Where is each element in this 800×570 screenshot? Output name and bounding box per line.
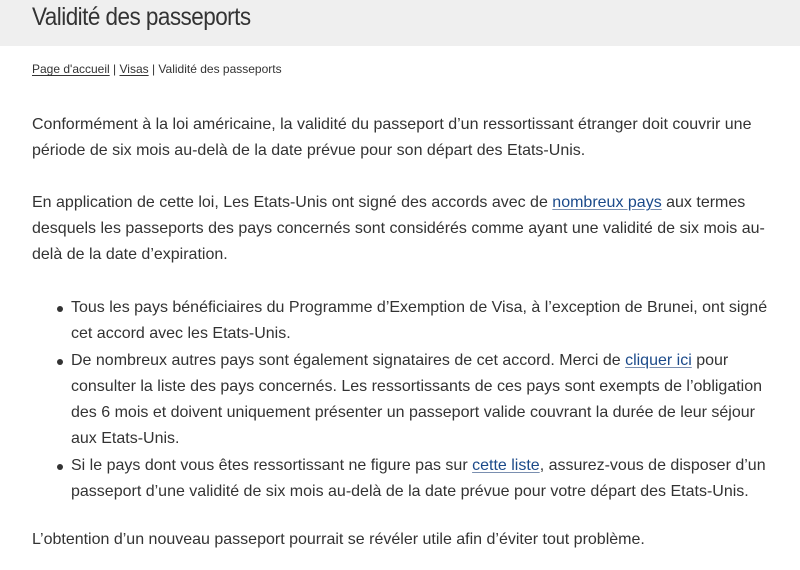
- breadcrumb: [32, 61, 282, 77]
- breadcrumb-separator: |: [148, 62, 159, 76]
- list-item: [32, 348, 772, 452]
- list-item: [32, 453, 772, 505]
- cette-liste-link[interactable]: cette liste: [472, 457, 540, 474]
- bullet-other-countries-text-start: De nombreux autres pays sont également signataires de cet accord. Merci de: [71, 352, 626, 369]
- breadcrumb-separator: |: [109, 62, 120, 76]
- cliquer-ici-link[interactable]: cliquer ici: [625, 352, 692, 369]
- list-item: [32, 295, 772, 347]
- agreements-paragraph: [32, 190, 772, 268]
- breadcrumb-home-link[interactable]: Page d'accueil: [32, 62, 110, 76]
- page-title: Validité des passeports: [32, 3, 251, 31]
- bullet-not-listed-text-end: , assurez-vous de disposer d’un passeport d’une validité de six mois au-delà de la date prévue pour votre départ des Etats-Unis.: [71, 457, 766, 500]
- bullet-other-countries-text-end: pour consulter la liste des pays concernés. Les ressortissants de ces pays sont exempts de l’obligation des 6 mois et doivent uniquement présenter un passeport valide couvrant la durée de leur séjour aux Etats-Unis.: [71, 352, 763, 447]
- breadcrumb-visas-link[interactable]: Visas: [119, 62, 149, 76]
- new-passport-paragraph: L’obtention d’un nouveau passeport pourrait se révéler utile afin d’éviter tout problème.: [32, 531, 645, 548]
- agreements-text-start: En application de cette loi, Les Etats-Unis ont signé des accords avec de: [32, 194, 553, 211]
- bullet-visa-waiver-text: Tous les pays bénéficiaires du Programme d’Exemption de Visa, à l’exception de Brunei, ont signé cet accord avec les Etats-Unis.: [71, 299, 768, 342]
- bullet-not-listed-text-start: Si le pays dont vous êtes ressortissant ne figure pas sur: [71, 457, 473, 474]
- country-rules-list: [32, 295, 772, 506]
- agreements-text-end: aux termes desquels les passeports des pays concernés sont considérés comme ayant une validité de six mois au-delà de la date d’expiration.: [32, 194, 765, 263]
- breadcrumb-current: Validité des passeports: [158, 62, 282, 76]
- nombreux-pays-link[interactable]: nombreux pays: [552, 194, 662, 211]
- intro-paragraph: Conformément à la loi américaine, la validité du passeport d’un ressortissant étranger doit couvrir une période de six mois au-delà de la date prévue pour son départ des Etats-Unis.: [32, 116, 752, 159]
- page-header: [0, 0, 800, 46]
